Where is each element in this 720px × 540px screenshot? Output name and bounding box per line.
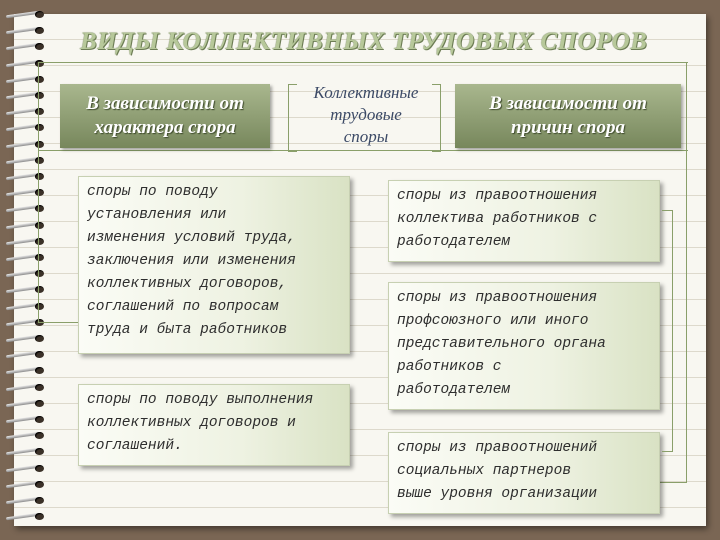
binding-ring	[6, 237, 46, 246]
center-header	[290, 82, 442, 154]
binding-ring	[6, 366, 46, 375]
binding-ring	[6, 399, 46, 408]
binding-ring	[6, 91, 46, 100]
binding-ring	[6, 350, 46, 359]
card-line: споры из правоотношения	[397, 290, 598, 306]
center-header-line: трудовые	[330, 105, 402, 124]
binding-ring	[6, 10, 46, 19]
card-line: выше уровня организации	[397, 486, 598, 502]
binding-ring	[6, 253, 46, 262]
card-line: представительного органа	[397, 336, 606, 352]
right-header-line: причин спора	[511, 117, 625, 138]
binding-ring	[6, 107, 46, 116]
right-header	[455, 84, 681, 148]
card-line: коллективных договоров,	[87, 276, 288, 292]
binding-ring	[6, 334, 46, 343]
card-line: профсоюзного или иного	[397, 313, 589, 329]
left-bottom-connector	[38, 322, 78, 323]
card-line: заключения или изменения	[87, 253, 296, 269]
binding-ring	[6, 480, 46, 489]
binding-ring	[6, 496, 46, 505]
card-line: установления или	[87, 207, 227, 223]
binding-ring	[6, 188, 46, 197]
binding-ring	[6, 140, 46, 149]
card-line: социальных партнеров	[397, 463, 572, 479]
card-line: соглашений по вопросам	[87, 299, 279, 315]
binding-ring	[6, 415, 46, 424]
binding-ring	[6, 447, 46, 456]
right-card-3	[388, 432, 660, 514]
card-line: коллектива работников с	[397, 211, 598, 227]
card-line: работодателем	[397, 382, 511, 398]
center-header-line: Коллективные	[313, 83, 419, 102]
right-card-2	[388, 282, 660, 410]
card-line: работодателем	[397, 234, 511, 250]
right-outer-connector	[686, 62, 687, 482]
left-header-line: характера спора	[94, 117, 236, 138]
binding-ring	[6, 42, 46, 51]
left-header-line: В зависимости от	[86, 93, 244, 114]
left-outer-connector	[38, 62, 39, 322]
title-underline	[38, 62, 688, 63]
card-line: споры из правоотношений	[397, 440, 598, 456]
binding-ring	[6, 204, 46, 213]
binding-ring	[6, 431, 46, 440]
binding-ring	[6, 221, 46, 230]
left-header	[60, 84, 270, 148]
binding-ring	[6, 123, 46, 132]
binding-ring	[6, 269, 46, 278]
binding-ring	[6, 75, 46, 84]
right-card-1	[388, 180, 660, 262]
card-line: споры по поводу	[87, 184, 218, 200]
card-line: работников с	[397, 359, 502, 375]
card-line: споры из правоотношения	[397, 188, 598, 204]
card-line: изменения условий труда,	[87, 230, 296, 246]
left-card-2	[78, 384, 350, 466]
binding-ring	[6, 156, 46, 165]
right-card-bracket	[662, 210, 673, 452]
binding-ring	[6, 464, 46, 473]
binding-ring	[6, 383, 46, 392]
binding-ring	[6, 172, 46, 181]
binding-ring	[6, 512, 46, 521]
binding-ring	[6, 302, 46, 311]
card-line: соглашений.	[87, 438, 183, 454]
center-header-line: споры	[343, 127, 389, 146]
right-bottom-connector	[660, 482, 687, 483]
card-line: споры по поводу выполнения	[87, 392, 314, 408]
right-header-line: В зависимости от	[489, 93, 647, 114]
card-line: труда и быта работников	[87, 322, 288, 338]
binding-ring	[6, 285, 46, 294]
binding-ring	[6, 26, 46, 35]
card-line: коллективных договоров и	[87, 415, 296, 431]
page-title: ВИДЫ КОЛЛЕКТИВНЫХ ТРУДОВЫХ СПОРОВ	[80, 28, 648, 55]
left-card-1	[78, 176, 350, 354]
binding-ring	[6, 59, 46, 68]
